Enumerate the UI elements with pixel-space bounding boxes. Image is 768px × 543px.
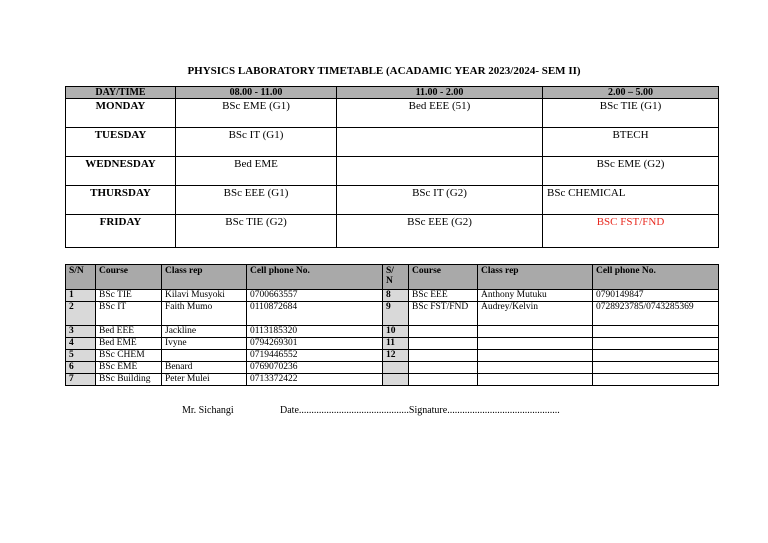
reps-cell-course: BSc TIE <box>96 290 162 302</box>
reps-header-sn2: S/ N <box>383 265 409 290</box>
slot-cell: Bed EME <box>176 157 337 186</box>
class-reps-table <box>65 264 719 386</box>
day-cell: TUESDAY <box>66 128 176 157</box>
table-row <box>66 326 719 338</box>
reps-header-sn: S/N <box>66 265 96 290</box>
reps-cell-rep: Jackline <box>162 326 247 338</box>
timetable-row-wednesday <box>66 157 719 186</box>
timetable-row-friday <box>66 215 719 248</box>
reps-cell-course: Bed EEE <box>96 326 162 338</box>
slot-cell: BSc CHEMICAL <box>543 186 719 215</box>
reps-cell-rep2 <box>478 326 593 338</box>
reps-cell-rep: Peter Mulei <box>162 374 247 386</box>
timetable-row-monday <box>66 99 719 128</box>
timetable-row-tuesday <box>66 128 719 157</box>
reps-cell-sn2: 10 <box>383 326 409 338</box>
reps-cell-sn: 3 <box>66 326 96 338</box>
reps-cell-sn: 7 <box>66 374 96 386</box>
timetable-header-slot2: 11.00 - 2.00 <box>337 87 543 99</box>
table-row <box>66 362 719 374</box>
reps-cell-course: Bed EME <box>96 338 162 350</box>
reps-cell-phone2: 0790149847 <box>593 290 719 302</box>
reps-cell-rep2 <box>478 350 593 362</box>
slot-cell <box>337 157 543 186</box>
slot-cell: Bed EEE (51) <box>337 99 543 128</box>
table-row <box>66 290 719 302</box>
reps-cell-sn: 2 <box>66 302 96 326</box>
timetable <box>65 86 719 248</box>
reps-header-phone: Cell phone No. <box>247 265 383 290</box>
reps-cell-course2 <box>409 362 478 374</box>
reps-cell-sn2: 11 <box>383 338 409 350</box>
table-row <box>66 302 719 326</box>
slot-cell: BSc EME (G2) <box>543 157 719 186</box>
reps-cell-course: BSc Building <box>96 374 162 386</box>
date-signature-line: Date............................................Signature............................................. <box>280 405 560 416</box>
slot-cell: BSc TIE (G1) <box>543 99 719 128</box>
supervisor-name: Mr. Sichangi <box>182 405 234 416</box>
reps-cell-sn: 6 <box>66 362 96 374</box>
reps-cell-rep2: Anthony Mutuku <box>478 290 593 302</box>
slot-cell: BSc EEE (G2) <box>337 215 543 248</box>
reps-cell-phone: 0113185320 <box>247 326 383 338</box>
table-row <box>66 374 719 386</box>
reps-header-phone2: Cell phone No. <box>593 265 719 290</box>
reps-cell-rep2 <box>478 338 593 350</box>
reps-cell-sn2: 9 <box>383 302 409 326</box>
reps-cell-rep <box>162 350 247 362</box>
reps-cell-course2: BSc FST/FND <box>409 302 478 326</box>
table-row <box>66 338 719 350</box>
timetable-header-slot3: 2.00 – 5.00 <box>543 87 719 99</box>
reps-cell-phone: 0110872684 <box>247 302 383 326</box>
reps-cell-sn2 <box>383 362 409 374</box>
reps-cell-phone: 0719446552 <box>247 350 383 362</box>
reps-cell-rep2 <box>478 362 593 374</box>
slot-cell-highlighted: BSC FST/FND <box>543 215 719 248</box>
day-cell: MONDAY <box>66 99 176 128</box>
reps-cell-sn2 <box>383 374 409 386</box>
slot-cell: BSc TIE (G2) <box>176 215 337 248</box>
reps-cell-sn2: 12 <box>383 350 409 362</box>
reps-header-course: Course <box>96 265 162 290</box>
reps-cell-sn: 1 <box>66 290 96 302</box>
reps-cell-course: BSc IT <box>96 302 162 326</box>
timetable-row-thursday <box>66 186 719 215</box>
reps-cell-phone2 <box>593 374 719 386</box>
reps-cell-phone2 <box>593 338 719 350</box>
reps-header-rep: Class rep <box>162 265 247 290</box>
table-row <box>66 350 719 362</box>
reps-header-rep2: Class rep <box>478 265 593 290</box>
page-title: PHYSICS LABORATORY TIMETABLE (ACADAMIC YEAR 2023/2024- SEM II) <box>187 65 581 77</box>
reps-cell-phone: 0794269301 <box>247 338 383 350</box>
slot-cell: BSc IT (G1) <box>176 128 337 157</box>
reps-cell-course2 <box>409 338 478 350</box>
reps-cell-phone2 <box>593 362 719 374</box>
reps-cell-rep: Benard <box>162 362 247 374</box>
reps-cell-sn2: 8 <box>383 290 409 302</box>
day-cell: FRIDAY <box>66 215 176 248</box>
reps-cell-rep: Ivyne <box>162 338 247 350</box>
reps-cell-course: BSc EME <box>96 362 162 374</box>
slot-cell <box>337 128 543 157</box>
reps-cell-phone2: 0728923785/0743285369 <box>593 302 719 326</box>
day-cell: THURSDAY <box>66 186 176 215</box>
reps-cell-phone: 0713372422 <box>247 374 383 386</box>
reps-cell-phone: 0769070236 <box>247 362 383 374</box>
reps-cell-rep: Faith Mumo <box>162 302 247 326</box>
timetable-header-day: DAY/TIME <box>66 87 176 99</box>
day-cell: WEDNESDAY <box>66 157 176 186</box>
reps-cell-sn: 4 <box>66 338 96 350</box>
reps-cell-rep2 <box>478 374 593 386</box>
timetable-header-slot1: 08.00 - 11.00 <box>176 87 337 99</box>
reps-cell-course2 <box>409 326 478 338</box>
reps-cell-phone2 <box>593 326 719 338</box>
reps-cell-sn: 5 <box>66 350 96 362</box>
reps-cell-phone: 0700663557 <box>247 290 383 302</box>
slot-cell: BTECH <box>543 128 719 157</box>
slot-cell: BSc EME (G1) <box>176 99 337 128</box>
reps-header-course2: Course <box>409 265 478 290</box>
reps-cell-course2 <box>409 350 478 362</box>
reps-cell-course2: BSc EEE <box>409 290 478 302</box>
slot-cell: BSc IT (G2) <box>337 186 543 215</box>
reps-cell-rep: Kilavi Musyoki <box>162 290 247 302</box>
slot-cell: BSc EEE (G1) <box>176 186 337 215</box>
reps-cell-phone2 <box>593 350 719 362</box>
reps-cell-course2 <box>409 374 478 386</box>
reps-cell-rep2: Audrey/Kelvin <box>478 302 593 326</box>
reps-cell-course: BSc CHEM <box>96 350 162 362</box>
